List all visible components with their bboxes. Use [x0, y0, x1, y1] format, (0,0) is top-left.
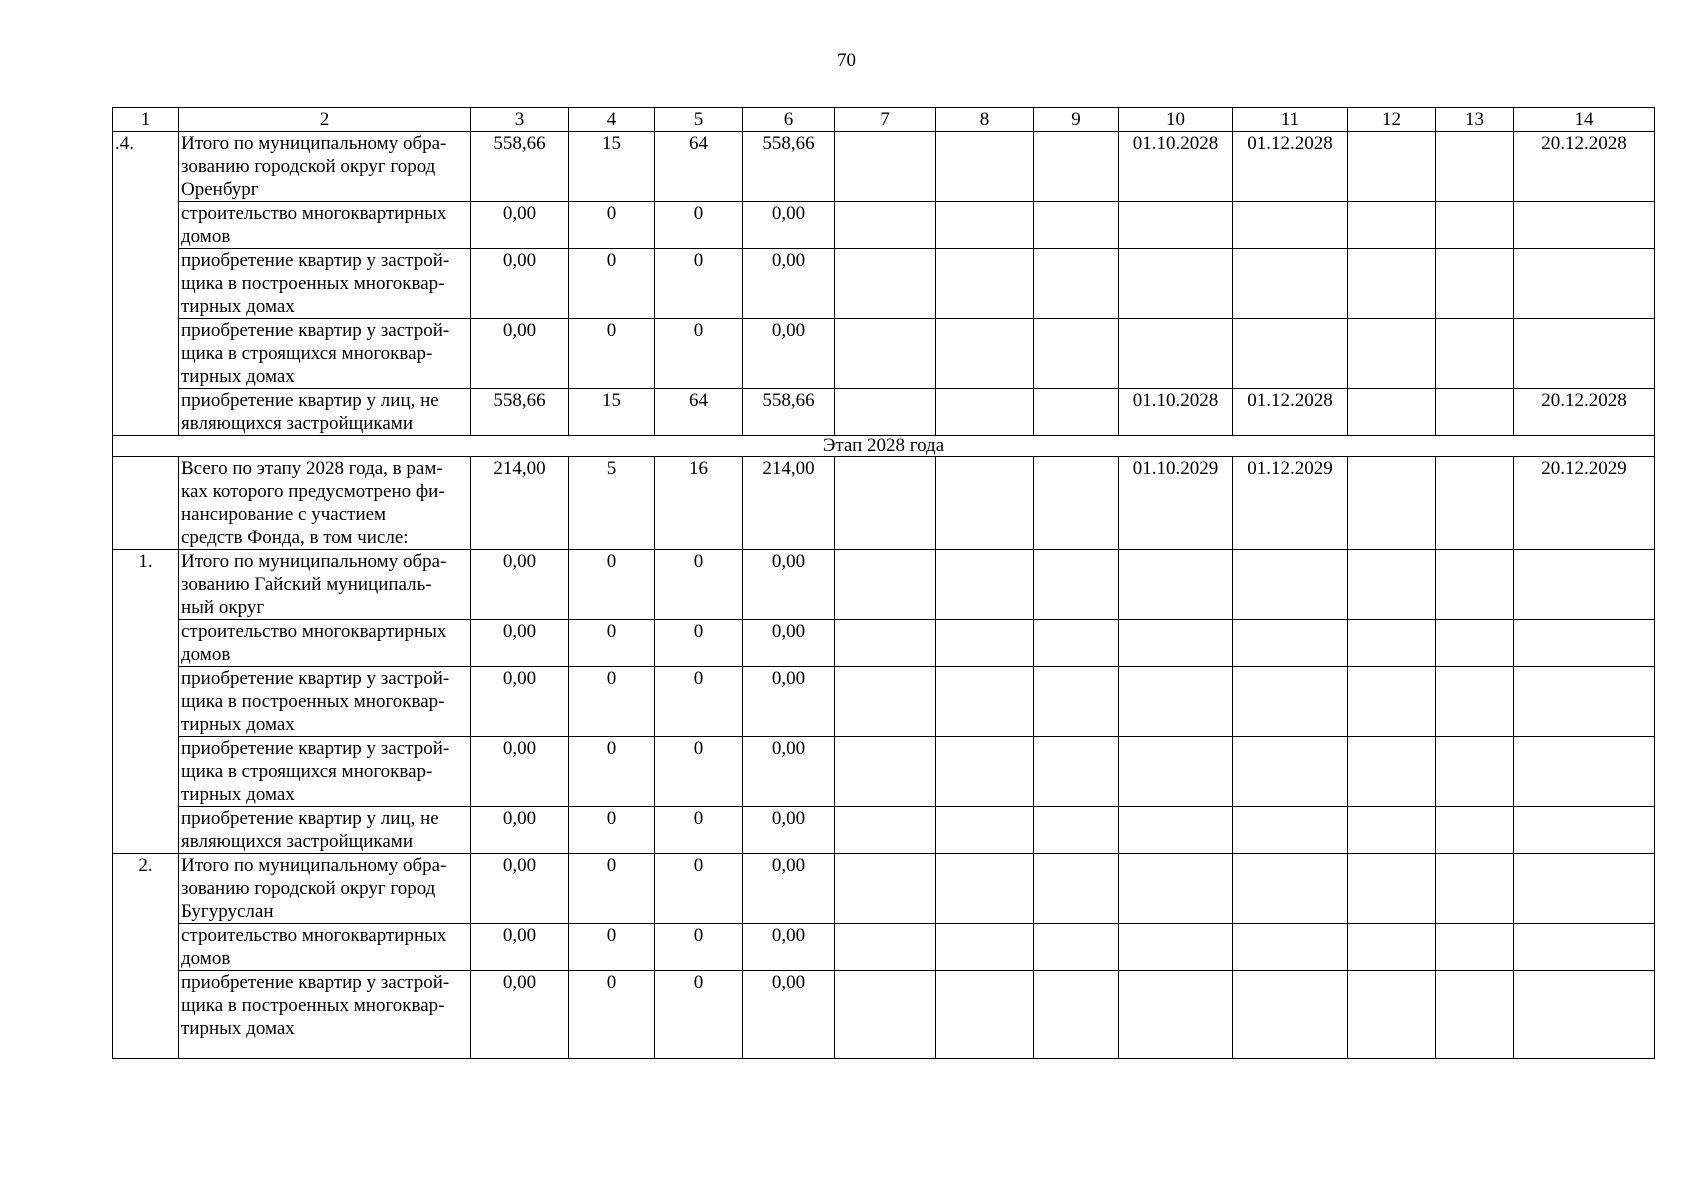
column-number-12: 12 [1348, 108, 1436, 132]
cell-col-9 [1034, 854, 1119, 924]
cell-col-4: 15 [569, 389, 655, 436]
cell-col-11 [1233, 319, 1348, 389]
cell-col-12 [1348, 319, 1436, 389]
table-row [113, 249, 1655, 319]
cell-col-4: 0 [569, 737, 655, 807]
column-number-2: 2 [179, 108, 471, 132]
cell-col-4: 5 [569, 457, 655, 550]
cell-col-11 [1233, 807, 1348, 854]
cell-col-3: 558,66 [471, 389, 569, 436]
table-row [113, 971, 1655, 1059]
row-description: Всего по этапу 2028 года, в рам- ках которого предусмотрено фи- нансирование с участием средств Фонда, в том числе: [179, 457, 471, 550]
cell-col-3: 0,00 [471, 807, 569, 854]
cell-col-7 [835, 457, 936, 550]
cell-col-6: 0,00 [743, 550, 835, 620]
cell-col-6: 0,00 [743, 924, 835, 971]
cell-col-4: 0 [569, 550, 655, 620]
row-description: строительство многоквартирных домов [179, 202, 471, 249]
table-row [113, 667, 1655, 737]
cell-col-11 [1233, 202, 1348, 249]
cell-col-7 [835, 132, 936, 202]
cell-col-4: 0 [569, 249, 655, 319]
row-description: строительство многоквартирных домов [179, 924, 471, 971]
cell-col-7 [835, 924, 936, 971]
cell-col-7 [835, 319, 936, 389]
cell-col-9 [1034, 389, 1119, 436]
cell-col-10: 01.10.2028 [1119, 389, 1233, 436]
cell-col-6: 0,00 [743, 667, 835, 737]
cell-col-4: 0 [569, 924, 655, 971]
cell-col-12 [1348, 924, 1436, 971]
cell-col-8 [936, 924, 1034, 971]
table-row [113, 924, 1655, 971]
cell-col-11 [1233, 620, 1348, 667]
cell-col-14 [1514, 249, 1655, 319]
cell-col-6: 0,00 [743, 319, 835, 389]
cell-col-9 [1034, 667, 1119, 737]
cell-col-6: 0,00 [743, 807, 835, 854]
cell-col-11 [1233, 971, 1348, 1059]
cell-col-12 [1348, 667, 1436, 737]
cell-col-12 [1348, 202, 1436, 249]
row-description: строительство многоквартирных домов [179, 620, 471, 667]
cell-col-3: 0,00 [471, 202, 569, 249]
cell-col-13 [1436, 132, 1514, 202]
cell-col-14: 20.12.2028 [1514, 132, 1655, 202]
cell-col-13 [1436, 924, 1514, 971]
page-number: 70 [837, 50, 856, 71]
cell-col-3: 214,00 [471, 457, 569, 550]
cell-col-10 [1119, 737, 1233, 807]
cell-col-8 [936, 854, 1034, 924]
cell-col-3: 0,00 [471, 737, 569, 807]
cell-col-5: 0 [655, 667, 743, 737]
column-number-9: 9 [1034, 108, 1119, 132]
cell-col-7 [835, 807, 936, 854]
cell-col-11: 01.12.2028 [1233, 389, 1348, 436]
cell-col-10 [1119, 971, 1233, 1059]
cell-col-8 [936, 319, 1034, 389]
cell-col-4: 0 [569, 971, 655, 1059]
cell-col-10 [1119, 807, 1233, 854]
cell-col-4: 0 [569, 854, 655, 924]
cell-col-10 [1119, 550, 1233, 620]
row-description: приобретение квартир у лиц, не являющихся застройщиками [179, 807, 471, 854]
cell-col-9 [1034, 807, 1119, 854]
cell-col-5: 0 [655, 737, 743, 807]
cell-col-6: 558,66 [743, 389, 835, 436]
cell-col-13 [1436, 202, 1514, 249]
cell-col-5: 64 [655, 389, 743, 436]
cell-col-9 [1034, 924, 1119, 971]
cell-col-10 [1119, 249, 1233, 319]
cell-col-9 [1034, 132, 1119, 202]
row-description: приобретение квартир у лиц, не являющихся застройщиками [179, 389, 471, 436]
cell-col-13 [1436, 807, 1514, 854]
row-description: Итого по муниципальному обра- зованию городской округ город Оренбург [179, 132, 471, 202]
cell-col-9 [1034, 620, 1119, 667]
column-number-6: 6 [743, 108, 835, 132]
cell-col-8 [936, 620, 1034, 667]
cell-col-6: 214,00 [743, 457, 835, 550]
cell-col-7 [835, 971, 936, 1059]
cell-col-7 [835, 667, 936, 737]
cell-col-11 [1233, 737, 1348, 807]
column-number-5: 5 [655, 108, 743, 132]
cell-col-12 [1348, 550, 1436, 620]
cell-col-11 [1233, 550, 1348, 620]
cell-col-3: 558,66 [471, 132, 569, 202]
table-row [113, 319, 1655, 389]
cell-col-14: 20.12.2029 [1514, 457, 1655, 550]
cell-col-3: 0,00 [471, 319, 569, 389]
cell-col-5: 16 [655, 457, 743, 550]
cell-col-8 [936, 389, 1034, 436]
cell-col-3: 0,00 [471, 620, 569, 667]
cell-col-3: 0,00 [471, 924, 569, 971]
cell-col-5: 0 [655, 202, 743, 249]
cell-col-9 [1034, 737, 1119, 807]
column-number-10: 10 [1119, 108, 1233, 132]
cell-col-9 [1034, 202, 1119, 249]
cell-col-13 [1436, 389, 1514, 436]
cell-col-11 [1233, 854, 1348, 924]
cell-col-11 [1233, 249, 1348, 319]
cell-col-12 [1348, 389, 1436, 436]
cell-col-3: 0,00 [471, 249, 569, 319]
cell-col-10 [1119, 667, 1233, 737]
cell-col-5: 64 [655, 132, 743, 202]
cell-col-7 [835, 202, 936, 249]
cell-col-8 [936, 249, 1034, 319]
cell-col-13 [1436, 854, 1514, 924]
row-number: .4. [113, 132, 179, 436]
cell-col-13 [1436, 971, 1514, 1059]
cell-col-10 [1119, 202, 1233, 249]
cell-col-12 [1348, 971, 1436, 1059]
cell-col-7 [835, 737, 936, 807]
cell-col-5: 0 [655, 854, 743, 924]
cell-col-14 [1514, 202, 1655, 249]
cell-col-8 [936, 737, 1034, 807]
cell-col-5: 0 [655, 550, 743, 620]
cell-col-10: 01.10.2028 [1119, 132, 1233, 202]
cell-col-14 [1514, 854, 1655, 924]
column-number-7: 7 [835, 108, 936, 132]
cell-col-13 [1436, 667, 1514, 737]
row-description: приобретение квартир у застрой- щика в построенных многоквар- тирных домах [179, 249, 471, 319]
cell-col-14 [1514, 620, 1655, 667]
cell-col-4: 0 [569, 620, 655, 667]
table-row [113, 807, 1655, 854]
column-number-14: 14 [1514, 108, 1655, 132]
cell-col-3: 0,00 [471, 854, 569, 924]
stage-title: Этап 2028 года [113, 436, 1655, 457]
row-number: 1. [113, 550, 179, 854]
cell-col-13 [1436, 249, 1514, 319]
table-row [113, 737, 1655, 807]
cell-col-11: 01.12.2028 [1233, 132, 1348, 202]
cell-col-14 [1514, 550, 1655, 620]
cell-col-5: 0 [655, 971, 743, 1059]
cell-col-10: 01.10.2029 [1119, 457, 1233, 550]
cell-col-12 [1348, 132, 1436, 202]
cell-col-9 [1034, 550, 1119, 620]
program-table [112, 107, 1655, 1059]
cell-col-8 [936, 550, 1034, 620]
row-number [113, 457, 179, 550]
cell-col-14 [1514, 667, 1655, 737]
cell-col-6: 0,00 [743, 202, 835, 249]
stage-total-row [113, 457, 1655, 550]
table-row [113, 389, 1655, 436]
cell-col-4: 0 [569, 667, 655, 737]
column-number-4: 4 [569, 108, 655, 132]
cell-col-13 [1436, 550, 1514, 620]
cell-col-10 [1119, 319, 1233, 389]
cell-col-7 [835, 620, 936, 667]
cell-col-3: 0,00 [471, 971, 569, 1059]
cell-col-8 [936, 971, 1034, 1059]
cell-col-9 [1034, 457, 1119, 550]
cell-col-13 [1436, 457, 1514, 550]
cell-col-5: 0 [655, 807, 743, 854]
cell-col-4: 15 [569, 132, 655, 202]
cell-col-4: 0 [569, 807, 655, 854]
cell-col-10 [1119, 620, 1233, 667]
cell-col-11 [1233, 667, 1348, 737]
cell-col-7 [835, 550, 936, 620]
row-description: Итого по муниципальному обра- зованию Гайский муниципаль- ный округ [179, 550, 471, 620]
cell-col-4: 0 [569, 202, 655, 249]
group-total-row [113, 550, 1655, 620]
cell-col-9 [1034, 971, 1119, 1059]
cell-col-4: 0 [569, 319, 655, 389]
cell-col-14 [1514, 319, 1655, 389]
cell-col-14 [1514, 737, 1655, 807]
cell-col-7 [835, 389, 936, 436]
row-number: 2. [113, 854, 179, 1059]
group-total-row [113, 132, 1655, 202]
column-number-1: 1 [113, 108, 179, 132]
cell-col-6: 558,66 [743, 132, 835, 202]
cell-col-5: 0 [655, 319, 743, 389]
cell-col-7 [835, 249, 936, 319]
column-number-8: 8 [936, 108, 1034, 132]
table-row [113, 620, 1655, 667]
cell-col-13 [1436, 319, 1514, 389]
cell-col-12 [1348, 620, 1436, 667]
stage-title-row [113, 436, 1655, 457]
cell-col-13 [1436, 737, 1514, 807]
cell-col-9 [1034, 249, 1119, 319]
cell-col-8 [936, 807, 1034, 854]
cell-col-7 [835, 854, 936, 924]
cell-col-11: 01.12.2029 [1233, 457, 1348, 550]
table-row [113, 202, 1655, 249]
cell-col-8 [936, 132, 1034, 202]
cell-col-13 [1436, 620, 1514, 667]
cell-col-5: 0 [655, 620, 743, 667]
column-numbers-row [113, 108, 1655, 132]
cell-col-14: 20.12.2028 [1514, 389, 1655, 436]
cell-col-10 [1119, 854, 1233, 924]
cell-col-12 [1348, 249, 1436, 319]
cell-col-6: 0,00 [743, 854, 835, 924]
row-description: приобретение квартир у застрой- щика в строящихся многоквар- тирных домах [179, 737, 471, 807]
cell-col-14 [1514, 807, 1655, 854]
cell-col-6: 0,00 [743, 620, 835, 667]
cell-col-12 [1348, 807, 1436, 854]
cell-col-6: 0,00 [743, 249, 835, 319]
cell-col-10 [1119, 924, 1233, 971]
cell-col-14 [1514, 924, 1655, 971]
row-description: Итого по муниципальному обра- зованию городской округ город Бугуруслан [179, 854, 471, 924]
cell-col-12 [1348, 854, 1436, 924]
cell-col-8 [936, 667, 1034, 737]
cell-col-11 [1233, 924, 1348, 971]
column-number-3: 3 [471, 108, 569, 132]
cell-col-8 [936, 457, 1034, 550]
row-description: приобретение квартир у застрой- щика в строящихся многоквар- тирных домах [179, 319, 471, 389]
cell-col-8 [936, 202, 1034, 249]
cell-col-12 [1348, 737, 1436, 807]
row-description: приобретение квартир у застрой- щика в построенных многоквар- тирных домах [179, 667, 471, 737]
cell-col-9 [1034, 319, 1119, 389]
row-description: приобретение квартир у застрой- щика в построенных многоквар- тирных домах [179, 971, 471, 1059]
cell-col-14 [1514, 971, 1655, 1059]
cell-col-5: 0 [655, 249, 743, 319]
cell-col-5: 0 [655, 924, 743, 971]
cell-col-3: 0,00 [471, 550, 569, 620]
column-number-11: 11 [1233, 108, 1348, 132]
cell-col-12 [1348, 457, 1436, 550]
cell-col-3: 0,00 [471, 667, 569, 737]
group-total-row [113, 854, 1655, 924]
cell-col-6: 0,00 [743, 971, 835, 1059]
column-number-13: 13 [1436, 108, 1514, 132]
cell-col-6: 0,00 [743, 737, 835, 807]
